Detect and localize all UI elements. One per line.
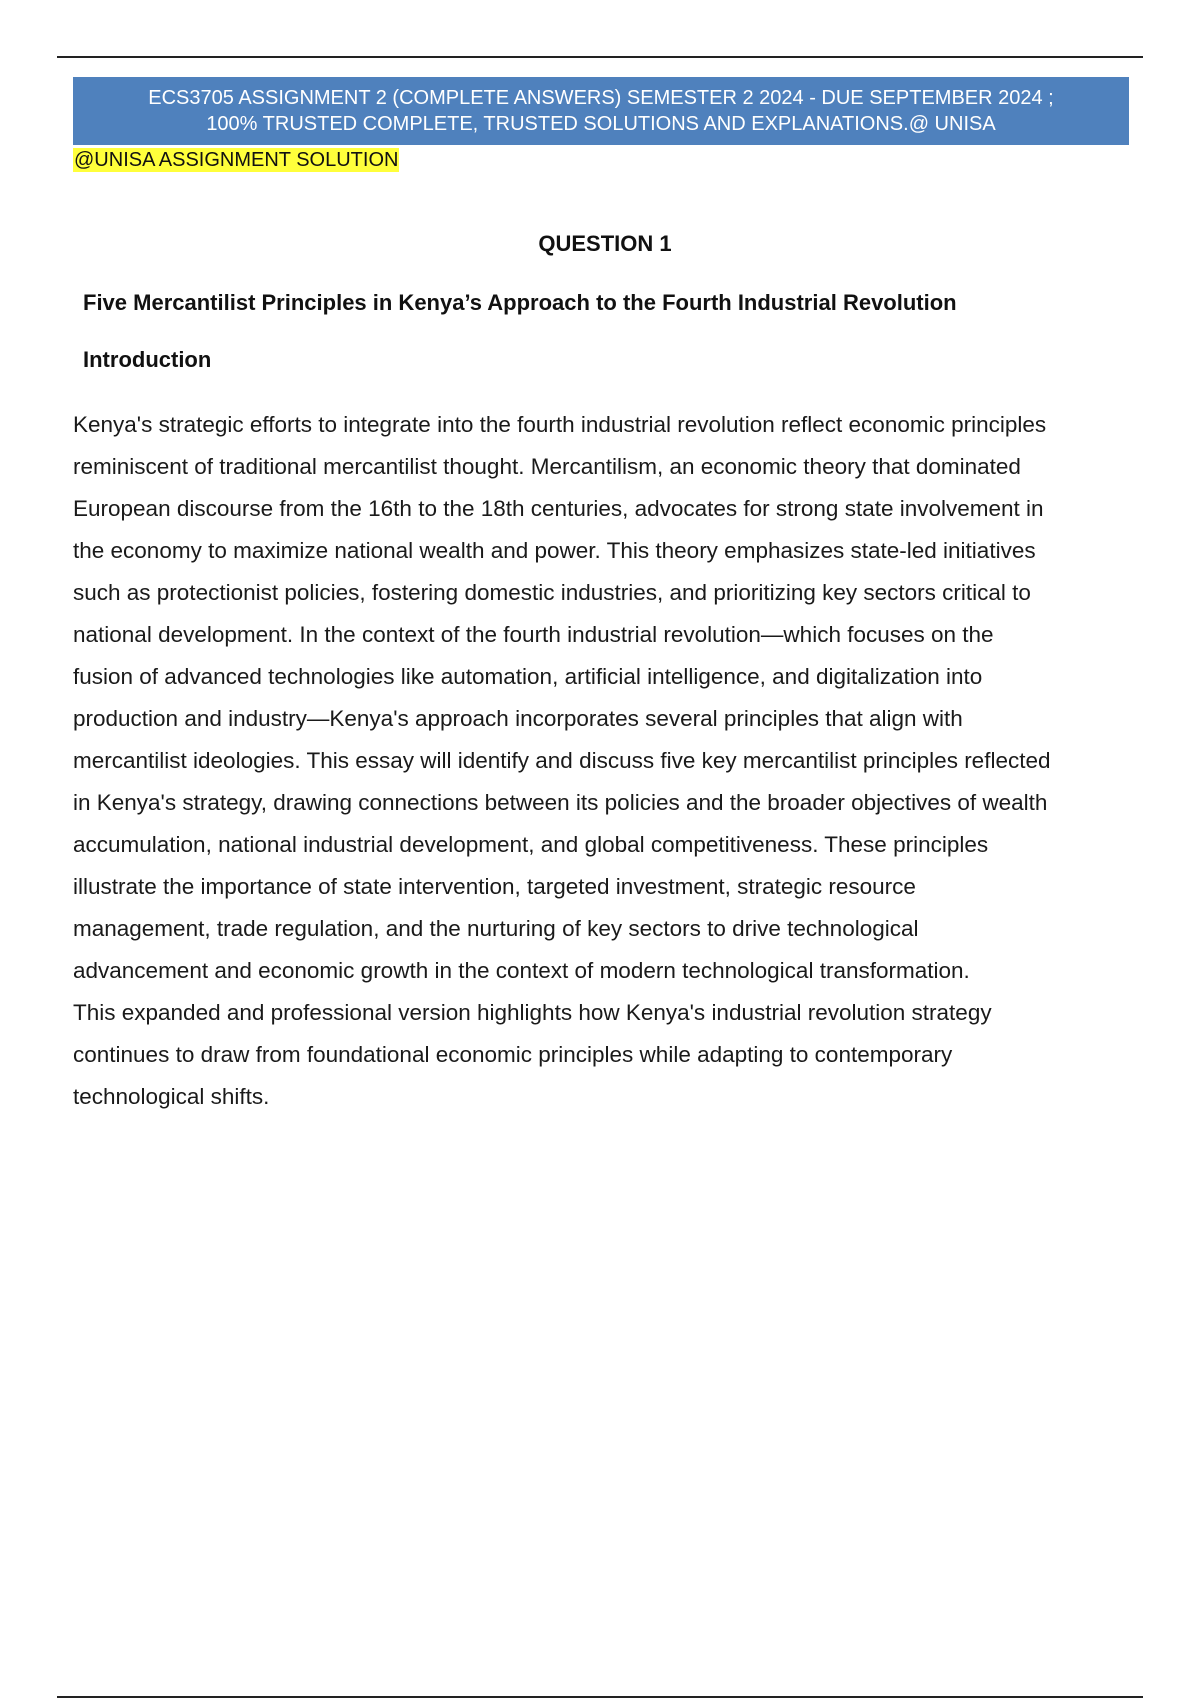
top-rule [57, 56, 1143, 58]
text-line: illustrate the importance of state intervention, targeted investment, strategic resource [73, 874, 916, 899]
text-line: advancement and economic growth in the context of modern technological transformation. [73, 958, 970, 983]
text-line: the economy to maximize national wealth and power. This theory emphasizes state-led initiatives [73, 538, 1036, 563]
text-line: reminiscent of traditional mercantilist thought. Mercantilism, an economic theory that dominated [73, 454, 1021, 479]
text-line: such as protectionist policies, fostering domestic industries, and prioritizing key sectors critical to [73, 580, 1031, 605]
text-line: European discourse from the 16th to the 18th centuries, advocates for strong state involvement in [73, 496, 1044, 521]
text-line: Kenya's strategic efforts to integrate into the fourth industrial revolution reflect economic principles [73, 412, 1047, 437]
banner-line-2: 100% TRUSTED COMPLETE, TRUSTED SOLUTIONS AND EXPLANATIONS.@ UNISA [206, 113, 996, 135]
text-line: in Kenya's strategy, drawing connections between its policies and the broader objectives of wealth [73, 790, 1048, 815]
text-line: continues to draw from foundational economic principles while adapting to contemporary [73, 1042, 953, 1067]
banner-line-1: ECS3705 ASSIGNMENT 2 (COMPLETE ANSWERS) SEMESTER 2 2024 - DUE SEPTEMBER 2024 ; [148, 87, 1054, 109]
highlighted-tag: @UNISA ASSIGNMENT SOLUTION [74, 149, 399, 171]
text-line: production and industry—Kenya's approach incorporates several principles that align with [73, 706, 963, 731]
text-line: national development. In the context of the fourth industrial revolution—which focuses on the [73, 622, 994, 647]
section-heading: Introduction [83, 347, 212, 372]
text-line: This expanded and professional version highlights how Kenya's industrial revolution strategy [73, 1000, 992, 1025]
question-label: QUESTION 1 [538, 231, 672, 256]
bottom-rule [57, 1696, 1143, 1698]
essay-title: Five Mercantilist Principles in Kenya’s Approach to the Fourth Industrial Revolution [83, 290, 957, 315]
assignment-banner [73, 77, 1129, 145]
body-paragraph [73, 404, 1153, 1118]
text-line: mercantilist ideologies. This essay will identify and discuss five key mercantilist principles reflected [73, 748, 1051, 773]
text-line: fusion of advanced technologies like automation, artificial intelligence, and digitalization into [73, 664, 983, 689]
text-line: management, trade regulation, and the nurturing of key sectors to drive technological [73, 916, 919, 941]
text-line: accumulation, national industrial development, and global competitiveness. These principles [73, 832, 989, 857]
text-line: technological shifts. [73, 1084, 270, 1109]
